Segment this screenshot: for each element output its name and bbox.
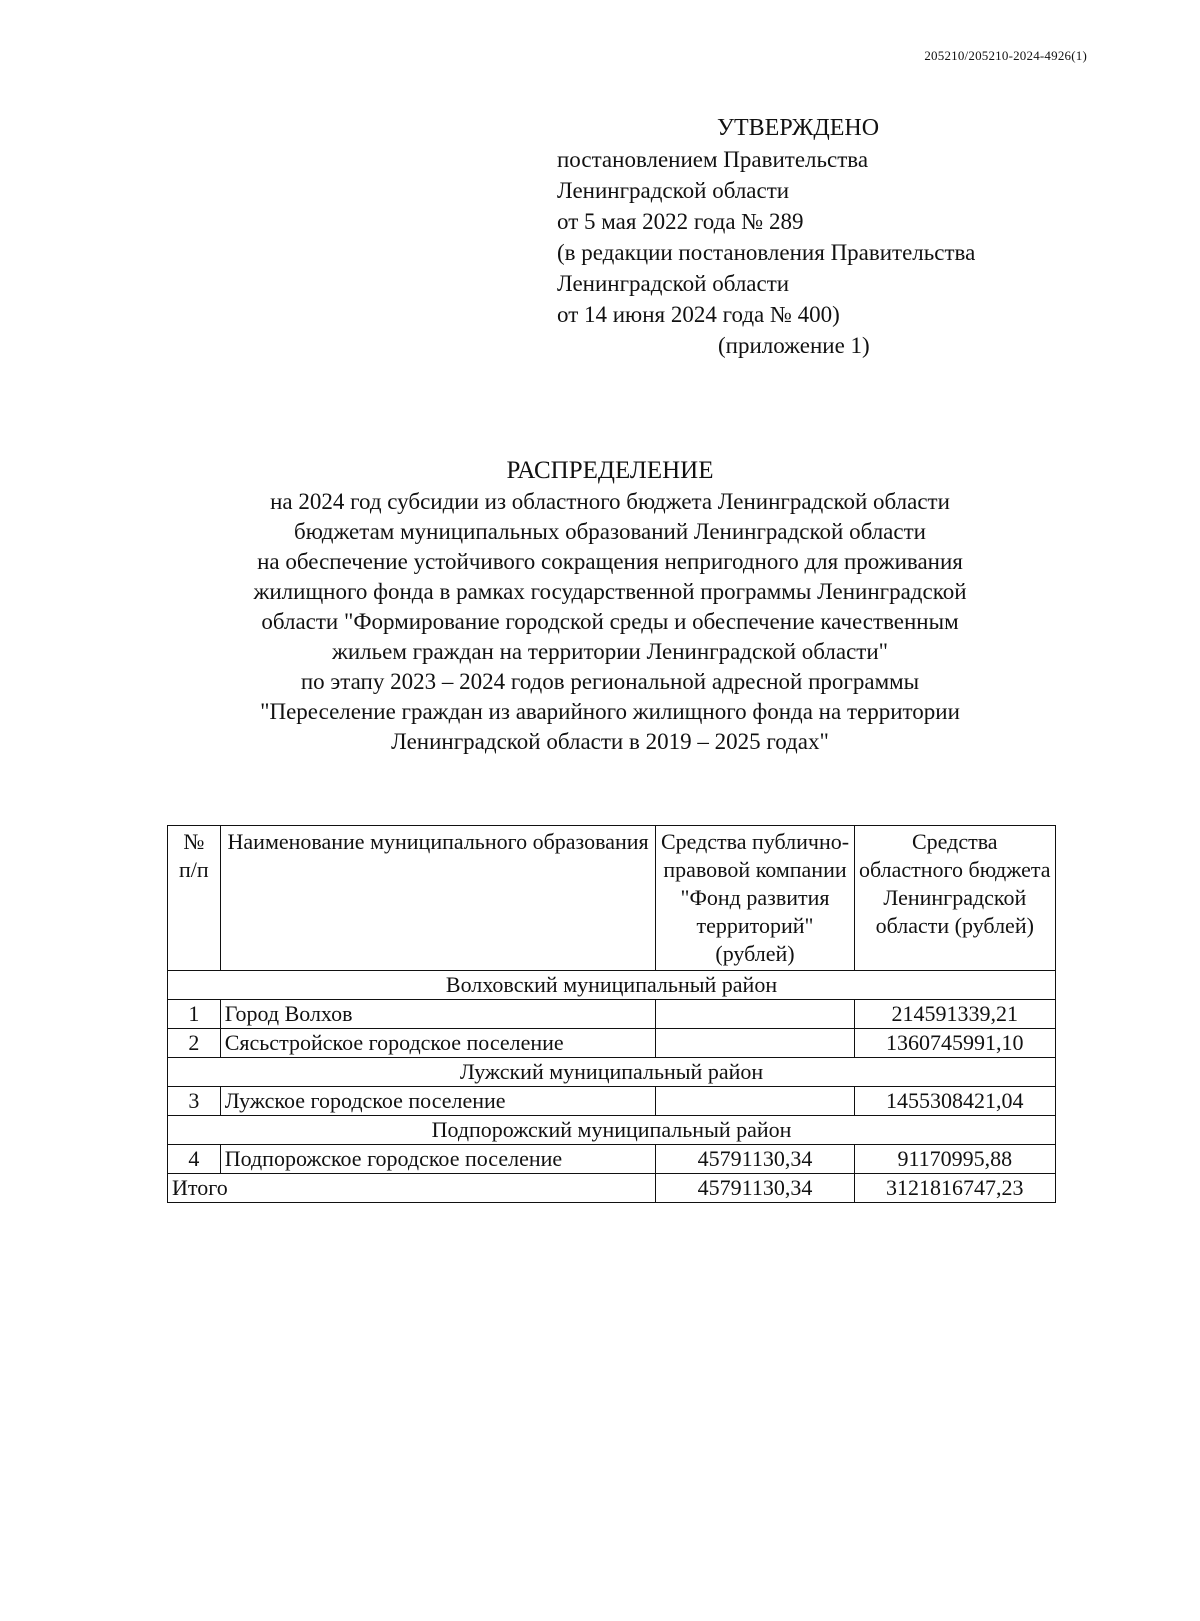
district-name: Лужский муниципальный район: [168, 1058, 1056, 1087]
subtitle-line: на 2024 год субсидии из областного бюджета Ленинградской области: [270, 489, 950, 514]
row-fund: 45791130,34: [656, 1145, 854, 1174]
header-regional: Средства областного бюджета Ленинградской области (рублей): [854, 826, 1055, 971]
row-name: Лужское городское поселение: [220, 1087, 656, 1116]
subtitle-line: Ленинградской области в 2019 – 2025 годах": [391, 729, 829, 754]
subtitle-line: по этапу 2023 – 2024 годов региональной адресной программы: [300, 669, 920, 694]
subtitle-line: жильем граждан на территории Ленинградской области": [331, 639, 889, 664]
approval-line: (в редакции постановления Правительства: [557, 240, 976, 265]
subtitle-line: "Переселение граждан из аварийного жилищного фонда на территории: [260, 699, 960, 724]
approval-line: Ленинградской области: [557, 271, 790, 296]
district-row: [168, 971, 1056, 1000]
table-row: [168, 1145, 1056, 1174]
table-row: [168, 1087, 1056, 1116]
row-fund: [656, 1087, 854, 1116]
subsidy-distribution-table: [167, 825, 1056, 1203]
subtitle-line: на обеспечение устойчивого сокращения непригодного для проживания: [257, 549, 963, 574]
district-row: [168, 1116, 1056, 1145]
header-name: Наименование муниципального образования: [220, 826, 656, 971]
total-label: Итого: [168, 1174, 656, 1203]
table-row: [168, 1000, 1056, 1029]
subtitle-line: области "Формирование городской среды и обеспечение качественным: [261, 609, 959, 634]
row-regional: 1360745991,10: [854, 1029, 1055, 1058]
total-regional: 3121816747,23: [854, 1174, 1055, 1203]
subtitle-line: жилищного фонда в рамках государственной программы Ленинградской: [253, 579, 967, 604]
district-name: Подпорожский муниципальный район: [168, 1116, 1056, 1145]
total-fund: 45791130,34: [656, 1174, 854, 1203]
table-row: [168, 1029, 1056, 1058]
row-num: 1: [168, 1000, 221, 1029]
total-row: [168, 1174, 1056, 1203]
approval-block: [557, 113, 1117, 361]
row-name: Сясьстройское городское поселение: [220, 1029, 656, 1058]
approval-line: Ленинградской области: [557, 178, 790, 203]
document-title: РАСПРЕДЕЛЕНИЕ: [506, 457, 714, 484]
document-heading: [150, 455, 1070, 757]
row-regional: 1455308421,04: [854, 1087, 1055, 1116]
approved-title: УТВЕРЖДЕНО: [717, 115, 880, 141]
row-fund: [656, 1029, 854, 1058]
row-num: 3: [168, 1087, 221, 1116]
table-header-row: [168, 826, 1056, 971]
header-num: № п/п: [168, 826, 221, 971]
row-regional: 91170995,88: [854, 1145, 1055, 1174]
row-num: 4: [168, 1145, 221, 1174]
row-name: Город Волхов: [220, 1000, 656, 1029]
appendix-label: (приложение 1): [718, 333, 870, 358]
row-num: 2: [168, 1029, 221, 1058]
row-name: Подпорожское городское поселение: [220, 1145, 656, 1174]
approval-line: постановлением Правительства: [557, 147, 869, 172]
approval-line: от 14 июня 2024 года № 400): [557, 302, 840, 327]
document-id: 205210/205210-2024-4926(1): [924, 48, 1087, 63]
district-row: [168, 1058, 1056, 1087]
row-regional: 214591339,21: [854, 1000, 1055, 1029]
subtitle-line: бюджетам муниципальных образований Ленинградской области: [294, 519, 926, 544]
approval-line: от 5 мая 2022 года № 289: [557, 209, 804, 234]
row-fund: [656, 1000, 854, 1029]
district-name: Волховский муниципальный район: [168, 971, 1056, 1000]
header-fund: Средства публично-правовой компании "Фонд развития территорий" (рублей): [656, 826, 854, 971]
